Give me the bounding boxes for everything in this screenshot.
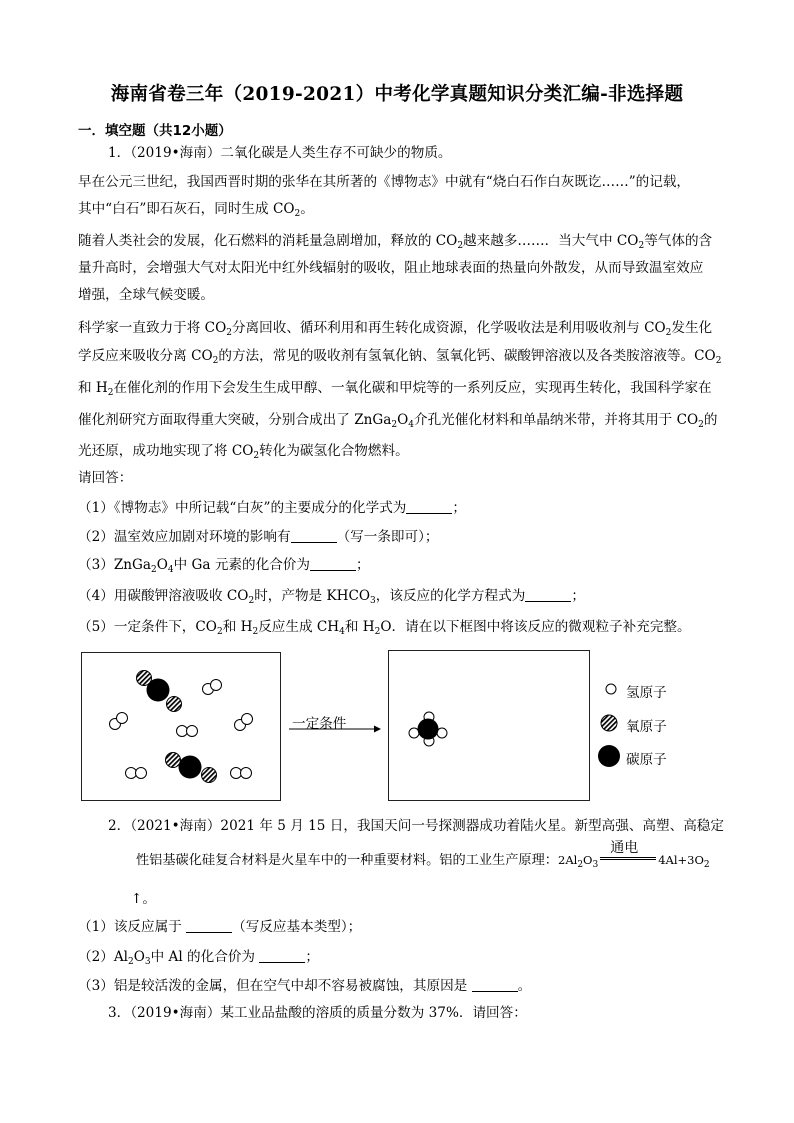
legend-hydrogen: 氢原子 xyxy=(626,685,667,701)
answer-blank[interactable] xyxy=(525,589,571,602)
q2-line2: 性铝基碳化硅复合材料是火星车中的一种重要材料。铝的工业生产原理：$2Al_2O_3$ 通电 $4Al+3O_2$ xyxy=(136,840,710,870)
co2-molecule xyxy=(137,671,182,712)
h2-molecule xyxy=(126,768,147,779)
legend-carbon: 碳原子 xyxy=(626,752,667,768)
equation-arrow xyxy=(598,840,658,864)
q1-sub4: （4）用碳酸钾溶液吸收 $CO_2$时，产物是 $KHCO_3$，该反应的化学方程式为 ； xyxy=(78,588,585,606)
q2-sub1: （1）该反应属于 （写反应基本类型）； xyxy=(78,919,362,935)
equation-condition: 通电 xyxy=(610,840,639,856)
legend-oxygen: 氧原子 xyxy=(626,719,667,735)
q1-ask: 请回答： xyxy=(78,470,133,486)
answer-blank[interactable] xyxy=(291,530,337,543)
oxygen-atom-icon xyxy=(601,715,617,731)
q2-line1: 2．（2021•海南）2021 年 5 月 15 日，我国天问一号探测器成功着陆火星。新型高强、高塑、高稳定 xyxy=(108,818,724,834)
h2-molecule xyxy=(110,713,128,730)
q1-para3-line4: 催化剂研究方面取得重大突破，分别合成出了 $ZnGa_2O_4$介孔光催化材料和单晶纳米带，并将其用于 $CO_2$的 xyxy=(78,412,718,430)
page-title: 海南省卷三年（2019-2021）中考化学真题知识分类汇编-非选择题 xyxy=(110,84,684,105)
q1-para2-line2: 量升高时，会增强大气对太阳光中红外线辐射的吸收，阻止地球表面的热量向外散发，从而导致温室效应 xyxy=(78,260,704,276)
q2-sub2: $(2)Al_2O_3$中 Al 的化合价为 ； xyxy=(78,949,319,967)
q3-line1: 3．（2019•海南）某工业品盐酸的溶质的质量分数为 37%．请回答： xyxy=(108,1005,527,1021)
h2-molecule xyxy=(203,680,222,695)
particle-diagram xyxy=(0,640,794,820)
q1-sub3: $(3)ZnGa_2O_4$中 Ga 元素的化合价为 ； xyxy=(78,557,370,575)
q1-para2-line1: 随着人类社会的发展，化石燃料的消耗量急剧增加，释放的 $CO_2$越来越多……．当大气中 $CO_2$等气体的含 xyxy=(78,233,713,251)
answer-blank[interactable] xyxy=(259,950,305,963)
h2-molecule xyxy=(231,768,252,779)
answer-blank[interactable] xyxy=(186,920,232,933)
ch4-molecule xyxy=(409,712,447,746)
q1-para3-line3: 和 $H_2$在催化剂的作用下会发生生成甲醇、一氧化碳和甲烷等的一系列反应，实现再生转化，我国科学家在 xyxy=(78,380,712,398)
q1-para1-line1: 早在公元三世纪，我国西晋时期的张华在其所著的《博物志》中就有“烧白石作白灰既讫……”的记载， xyxy=(78,174,691,190)
q1-sub5: （5）一定条件下，$CO_2$和 $H_2$反应生成 $CH_4$和 $H_2O$．请在以下框图中将该反应的微观粒子补充完整。 xyxy=(78,619,691,637)
section-heading: 一．填空题（共12小题） xyxy=(78,123,232,139)
carbon-atom-icon xyxy=(598,745,620,767)
q2-sub3: （3）铝是较活泼的金属，但在空气中却不容易被腐蚀，其原因是 。 xyxy=(78,978,532,994)
q2-line3: ↑。 xyxy=(131,891,156,907)
q1-para3-line5: 光还原，成功地实现了将 $CO_2$转化为碳氢化合物燃料。 xyxy=(78,443,409,461)
q1-sub2: （2）温室效应加剧对环境的影响有 （写一条即可）； xyxy=(78,529,439,545)
arrow-label: 一定条件 xyxy=(292,716,347,732)
co2-molecule xyxy=(166,753,217,783)
answer-blank[interactable] xyxy=(472,979,518,992)
q1-heading: 1．（2019•海南）二氧化碳是人类生存不可缺少的物质。 xyxy=(108,145,452,161)
answer-blank[interactable] xyxy=(310,558,356,571)
answer-blank[interactable] xyxy=(406,501,452,514)
q1-para3-line2: 学反应来吸收分离 $CO_2$的方法，常见的吸收剂有氢氧化钠、氢氧化钙、碳酸钾溶液以及各类胺溶液等。$CO_2$ xyxy=(78,348,722,366)
q1-para3-line1: 科学家一直致力于将 $CO_2$分离回收、循环利用和再生转化成资源，化学吸收法是利用吸收剂与 $CO_2$发生化 xyxy=(78,320,713,338)
q1-sub1: （1）《博物志》中所记载“白灰”的主要成分的化学式为 ； xyxy=(78,500,466,516)
h2-molecule xyxy=(235,714,253,731)
q1-para2-line3: 增强，全球气候变暖。 xyxy=(78,287,214,303)
hydrogen-atom-icon xyxy=(606,684,616,694)
q1-para1-line2: 其中“白石”即石灰石，同时生成 $CO_2$。 xyxy=(78,201,314,219)
h2-molecule xyxy=(177,726,198,737)
